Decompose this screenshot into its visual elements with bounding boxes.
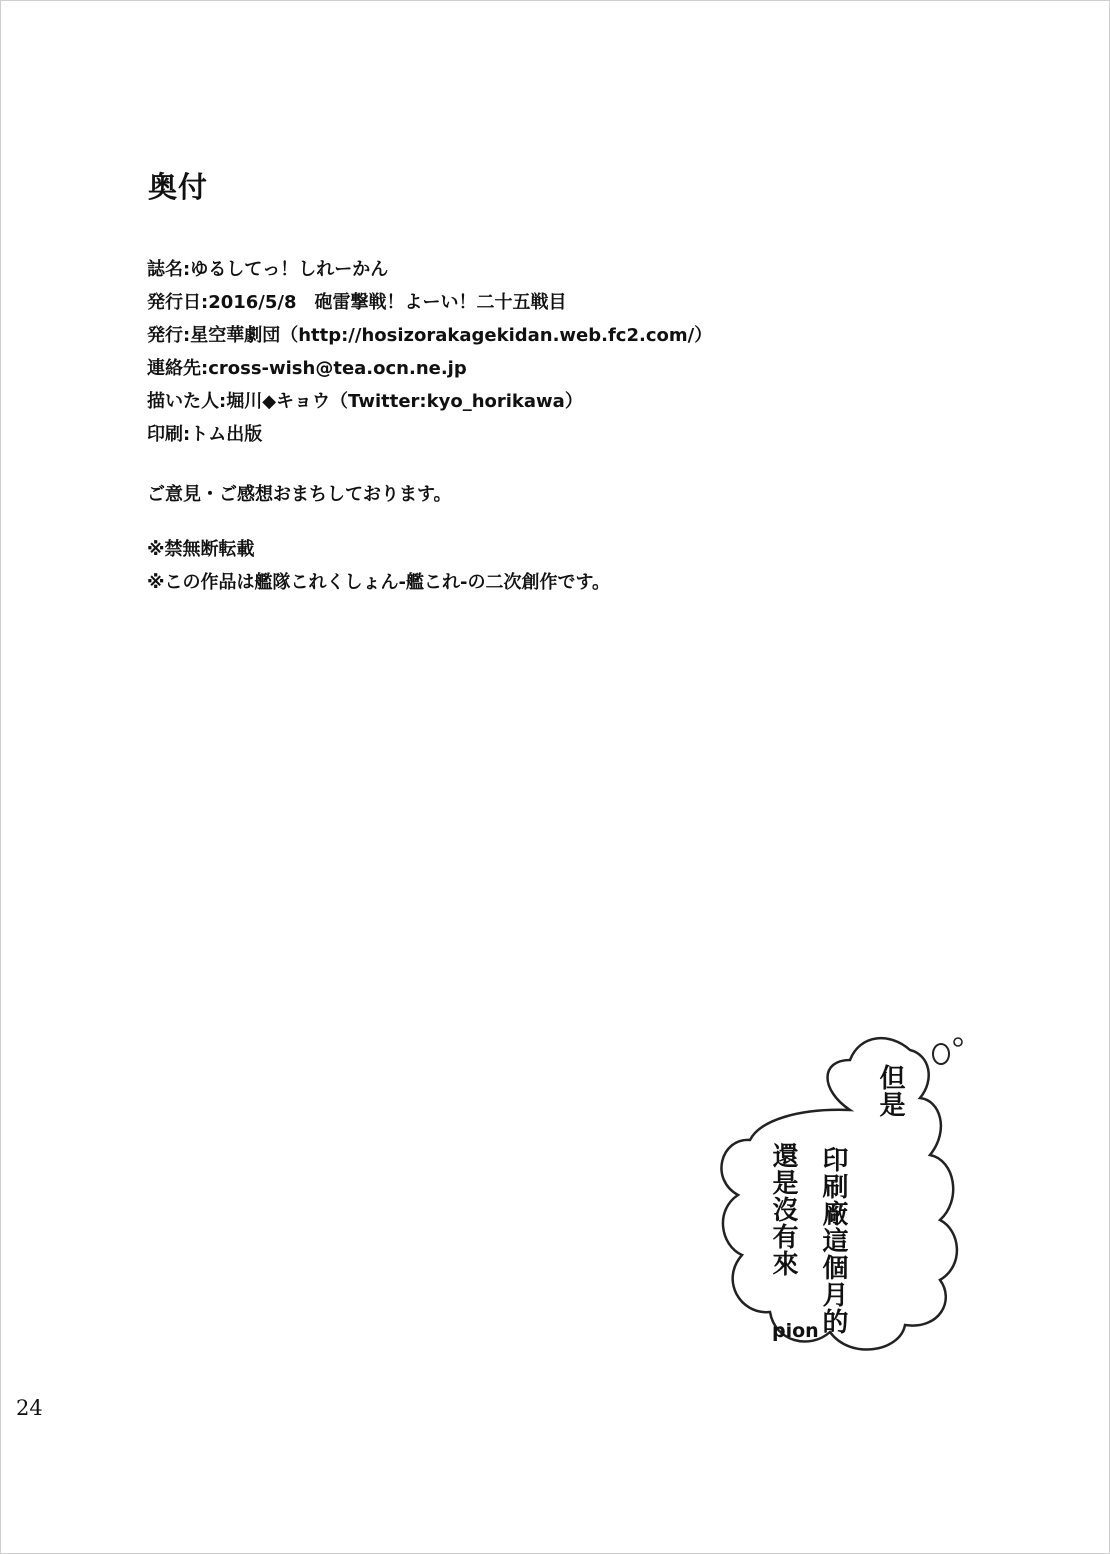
printer: 印刷:トム出版 [147, 424, 263, 445]
contact-email: 連絡先:cross-wish@tea.ocn.ne.jp [147, 358, 467, 379]
note-line-1: 但是 [875, 1064, 905, 1118]
publisher: 発行:星空華劇団（http://hosizorakagekidan.web.fc2.com/） [147, 325, 713, 346]
colophon-title: 奥付 [148, 170, 209, 204]
colophon-block [147, 253, 712, 599]
note-line-2: 印刷廠這個月的 [818, 1146, 848, 1335]
publish-date: 発行日:2016/5/8 砲雷撃戦！よーい！二十五戦目 [147, 292, 567, 313]
magazine-name: 誌名:ゆるしてっ！しれーかん [147, 259, 389, 280]
note-suffix: pion [772, 1320, 819, 1342]
translator-note-bubble [700, 1030, 1000, 1390]
notice-fan-work: ※この作品は艦隊これくしょん-艦これ-の二次創作です。 [147, 572, 610, 593]
author: 描いた人:堀川◆キョウ（Twitter:kyo_horikawa） [147, 391, 583, 412]
notice-no-reprint: ※禁無断転載 [147, 539, 255, 560]
page-number: 24 [16, 1396, 43, 1420]
note-line-3: 還是沒有來 [768, 1142, 798, 1277]
thought-cloud-icon [700, 1030, 1000, 1390]
feedback-message: ご意見・ご感想おまちしております。 [147, 484, 452, 505]
